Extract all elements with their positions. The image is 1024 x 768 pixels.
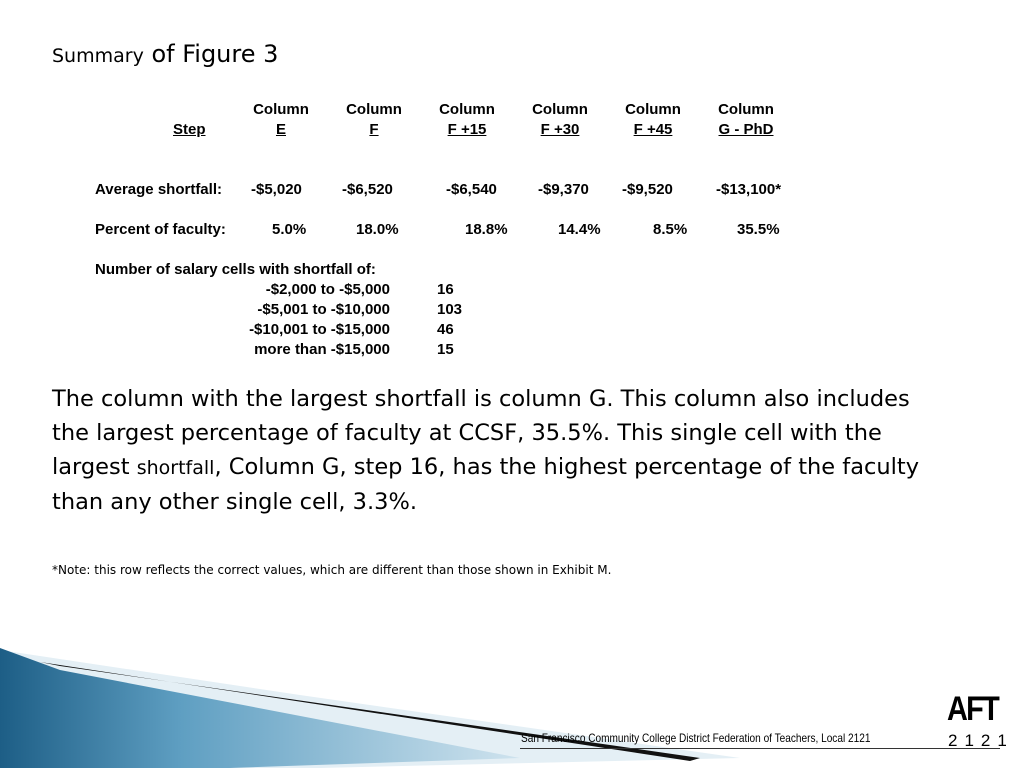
col-header-f15-line1: Column <box>439 101 495 118</box>
avg-shortfall-f30: -$9,370 <box>538 181 589 198</box>
avg-shortfall-g: -$13,100* <box>716 181 782 198</box>
col-header-f45-line2: F +45 <box>633 121 673 138</box>
pct-faculty-f45: 8.5% <box>653 221 688 238</box>
col-header-f45-line1: Column <box>625 101 681 118</box>
range-label: -$2,000 to -$5,000 <box>265 281 390 298</box>
footnote: *Note: this row reflects the correct values, which are different than those shown in Exhibit M. <box>52 563 612 577</box>
summary-paragraph: The column with the largest shortfall is column G. This column also includes the largest percentage of faculty at CCSF, 35.5%. This single cell with the largest shortfall, Column G, step 16, has the highest percentage of the faculty than any other single cell, 3.3%. <box>52 386 920 515</box>
col-header-g-line2: G - PhD <box>718 121 774 138</box>
range-label: -$10,001 to -$15,000 <box>249 321 390 338</box>
pct-faculty-e: 5.0% <box>272 221 307 238</box>
pct-faculty-f30: 14.4% <box>558 221 601 238</box>
avg-shortfall-e: -$5,020 <box>251 181 302 198</box>
footer-org-name: San Francisco Community College District Federation of Teachers, Local 2121 <box>521 731 871 745</box>
range-label: more than -$15,000 <box>254 341 390 358</box>
avg-shortfall-f45: -$9,520 <box>622 181 673 198</box>
range-count: 15 <box>437 341 454 358</box>
avg-shortfall-label: Average shortfall: <box>95 181 222 198</box>
pct-faculty-g: 35.5% <box>737 221 780 238</box>
range-label: -$5,001 to -$10,000 <box>257 301 390 318</box>
range-count: 16 <box>437 281 454 298</box>
aft-logo-number: 2121 <box>948 731 1014 750</box>
pct-faculty-label: Percent of faculty: <box>95 221 226 238</box>
col-header-e-line2: E <box>275 121 286 138</box>
step-header: Step <box>173 121 206 138</box>
avg-shortfall-f: -$6,520 <box>342 181 393 198</box>
range-count: 103 <box>437 301 463 318</box>
pct-faculty-f15: 18.8% <box>465 221 508 238</box>
aft-logo-letters: AFT <box>947 690 999 728</box>
page-title: Summary of Figure 3 <box>52 40 279 68</box>
col-header-e-line1: Column <box>253 101 309 118</box>
range-count: 46 <box>437 321 454 338</box>
cells-heading: Number of salary cells with shortfall of: <box>95 261 376 278</box>
col-header-f30-line2: F +30 <box>540 121 580 138</box>
avg-shortfall-f15: -$6,540 <box>446 181 497 198</box>
col-header-f-line2: F <box>369 121 379 138</box>
col-header-f15-line2: F +15 <box>447 121 487 138</box>
col-header-f-line1: Column <box>346 101 402 118</box>
footer-rule <box>520 748 1000 749</box>
col-header-g-line1: Column <box>718 101 774 118</box>
pct-faculty-f: 18.0% <box>356 221 399 238</box>
col-header-f30-line1: Column <box>532 101 588 118</box>
